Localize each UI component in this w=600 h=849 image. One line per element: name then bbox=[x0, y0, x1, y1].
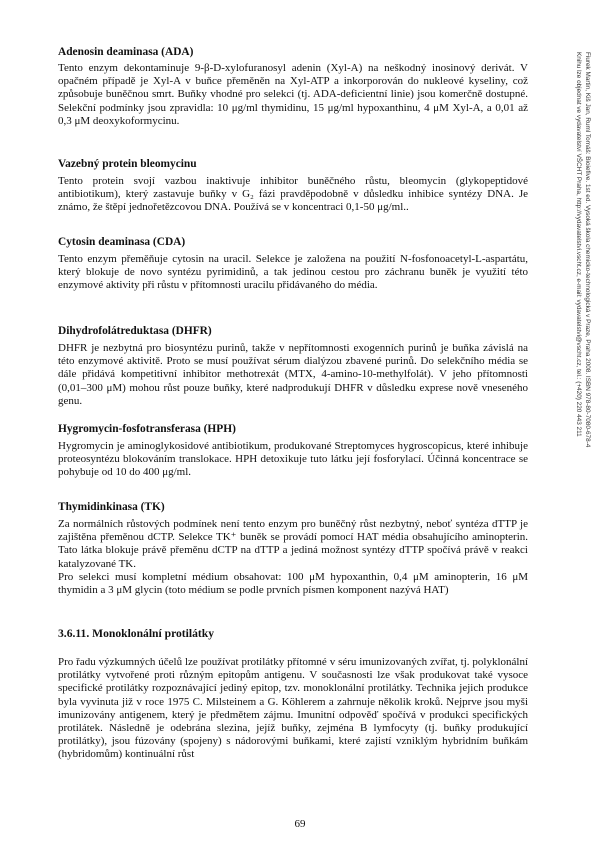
section-body-tk bbox=[58, 518, 528, 597]
section-body-cda bbox=[58, 253, 528, 293]
body-line: nádorovými buňkami, které zajistí vzniklým hybridním buňkám (hybridomům) kontinuální růst bbox=[58, 735, 529, 761]
body-line: Za normálních růstových podmínek není tento enzym pro buněčný růst nezbytný, neboť syntéza bbox=[58, 518, 489, 530]
section-title-tk: Thymidinkinasa (TK) bbox=[58, 501, 165, 513]
body-line: polyklonální protilátky vytvořené proti různým epitopům antigenu. V současnosti lze však bbox=[58, 656, 529, 682]
body-line: N-fosfonoacetyl-L-aspartátu, který blokuje de novo syntézu pyrimidinů, a tak jedinou cestou pro bbox=[58, 253, 529, 279]
section-title-hph: Hygromycin-fosfotransferasa (HPH) bbox=[58, 423, 236, 435]
chapter-body bbox=[58, 656, 528, 762]
section-body-ada bbox=[58, 62, 528, 128]
body-line: média. bbox=[347, 279, 378, 292]
section-body-bleomycin bbox=[58, 175, 528, 215]
page-number: 69 bbox=[294, 818, 306, 830]
section-title-cda: Cytosin deaminasa (CDA) bbox=[58, 236, 186, 248]
chapter-heading: 3.6.11. Monoklonální protilátky bbox=[58, 627, 215, 640]
section-title-ada: Adenosin deaminasa (ADA) bbox=[58, 46, 194, 58]
body-line: záchranu buněk je využití této enzymové aktivity při růstu v přítomnosti uracilu přidávaného do bbox=[58, 266, 529, 292]
body-line: koncentrace se pohybuje od 10 do 400 μg/ml. bbox=[58, 453, 529, 479]
body-line: Pro řadu výzkumných účelů lze používat protilátky přítomné v séru imunizovaných zvířat, tj. bbox=[58, 656, 470, 668]
body-line: thymidin a 3 μM glycin (toto médium se podle prvních písmen komponent nazývá HAT) bbox=[58, 584, 449, 597]
body-line: spočívá právě v reakci katalyzované TK. bbox=[58, 544, 528, 570]
publisher-sidenote bbox=[574, 52, 592, 622]
body-line: přítomnosti (0,01–300 μM) mohou růst pouze buňky, které nadprodukují DHFR v důsledku exprese bbox=[58, 368, 528, 394]
body-line: antibiotikum), který zastavuje buňky v G₂ fázi pravděpodobně v důsledku inhibice syntézy DNA. Je bbox=[58, 188, 528, 201]
body-line: což způsobuje buněčnou smrt. Buňky vhodné pro selekci (tj. ADA-deficientní linie) jsou komerčně bbox=[58, 75, 529, 101]
body-line: na této enzymové aktivitě. Proto se musí používat sérum dialýzou zbavené purinů. Do selekčního bbox=[58, 342, 528, 368]
sidenote-line: Fiurek Martin, Kiš Jan, Ruml Tomáš: Bioiefive. 1st ed. Vysoká škola chemicko-technologická v Praze, Praha 2008. ISBN 978-80-7080-678-4 bbox=[584, 52, 591, 448]
body-line: zahrnuje několik kroků. Nejprve jsou myši imunizovány antigenem, který je předmětem zájmu. bbox=[58, 695, 529, 721]
body-line: DHFR je nezbytná pro biosyntézu purinů, takže v nepřítomnosti exogenních purinů je buňka závislá bbox=[58, 342, 514, 354]
body-line: Xyl-A, a 0,01 až 0,3 μM deoxykoformycinu. bbox=[58, 101, 528, 127]
body-line: Hygromycin je aminoglykosidové antibiotikum, produkované Streptomyces hygroscopicus, které bbox=[58, 440, 489, 452]
body-line: Tento enzym přeměňuje cytosin na uracil. Selekce je založena na použití bbox=[58, 253, 396, 265]
body-line: buňky, zejména B lymfocyty (tj. buňky produkující protilátky), jsou fúzovány (spojeny) s bbox=[58, 722, 528, 748]
body-line: Imunitní odpověď spočívá v produkci specifických protilátek. Následně je odebrána slezina, jejíž bbox=[58, 708, 529, 735]
body-line: Pro selekci musí kompletní médium obsahovat: 100 μM hypoxanthin, 0,4 μM aminopterin, 16 μM bbox=[58, 570, 528, 583]
body-line: nově vneseného genu. bbox=[58, 381, 529, 407]
sidenote-line: Knihu lze objednat ve vydavatelství VŠCHT Praha, http://vydavatelstvi.vscht.cz, e-mail: vydavatelstvi@vscht.cz, tel.: (+420) 220 443 211 bbox=[575, 52, 582, 437]
section-body-hph bbox=[58, 440, 528, 480]
body-line: Tento protein svojí vazbou inaktivuje inhibitor buněčného růstu, bleomycin (glykopeptidové bbox=[58, 175, 528, 187]
body-line: Tento enzym dekontaminuje 9-β-D-xylofuranosyl adenin (Xyl-A) na neškodný inosinový derivát. bbox=[58, 62, 515, 74]
body-line: inhibuje proteosyntézu blokováním translokace. HPH detoxikuje tuto látku její fosforylací. Účinná bbox=[58, 440, 528, 466]
body-line: V opačném případě je Xyl-A v buňce přeměněn na Xyl-ATP a inkorporován do nukleové kyseliny, bbox=[58, 62, 528, 88]
body-line: aminopterin. Tato látka blokuje právě přeměnu dCTP na dTTP a jediná možnost syntézy dTTP bbox=[58, 531, 529, 557]
section-body-dhfr bbox=[58, 342, 528, 408]
section-title-bleomycin: Vazebný protein bleomycinu bbox=[58, 158, 197, 170]
body-line: známo, že štěpí jednořetězcovou DNA. Používá se v koncentraci 0,1-50 μg/ml.. bbox=[58, 201, 409, 214]
body-line: dTTP je zajištěna přeměnou dCTP. Selekce TK⁺ buněk se provádí pomocí HAT média obsahujícího bbox=[58, 518, 528, 544]
body-line: média se dále přidává kompetitivní inhibitor methotrexát (MTX, 4-amino-10-methylfolát). V jeho bbox=[58, 355, 529, 381]
body-line: dostupné. Selekční podmínky jsou zpravidla: 10 μg/ml thymidinu, 15 μg/ml hypoxanthinu, 4 μM bbox=[58, 88, 528, 114]
body-line: protilátky. Technika jejich produkce byla vyvinuta již v roce 1975 C. Milsteinem a G. Köhlerem a bbox=[58, 682, 529, 708]
section-title-dhfr: Dihydrofolátreduktasa (DHFR) bbox=[58, 325, 212, 337]
body-line: produkovat také vysoce specifické protilátky rozpoznávající jediný epitop, tzv. monoklonální bbox=[58, 669, 529, 695]
